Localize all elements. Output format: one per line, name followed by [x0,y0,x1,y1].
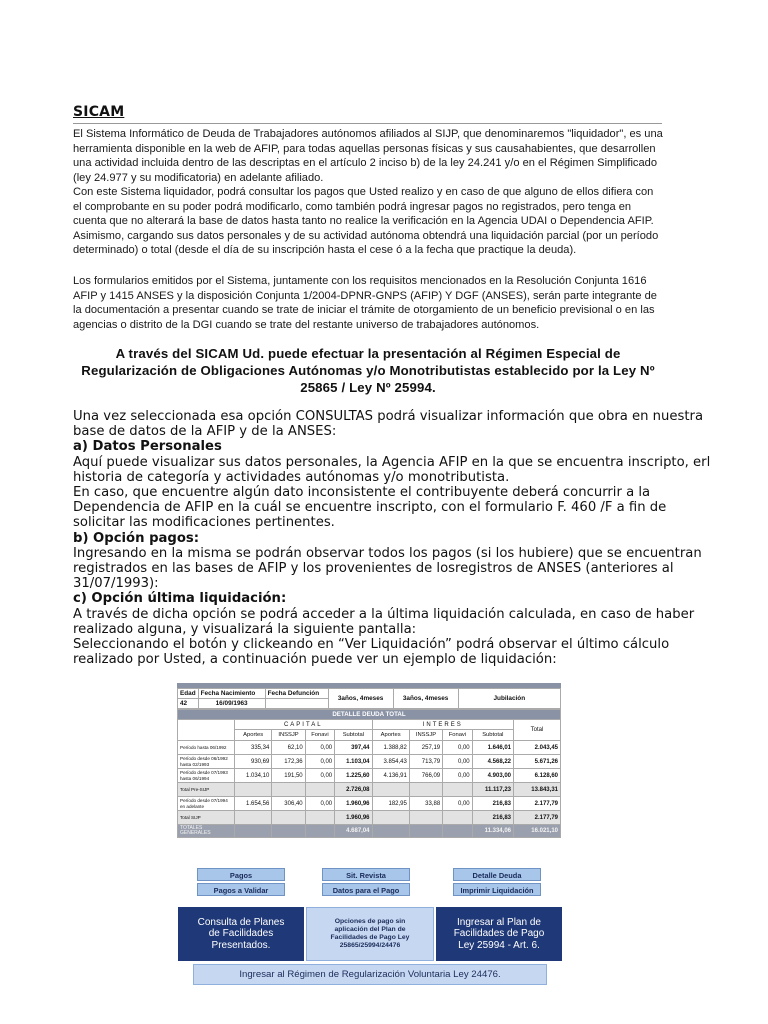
table-cell: 33,88 [409,797,442,811]
table-row [178,783,561,797]
ingresar-plan-button[interactable] [436,907,562,961]
blank-cell [178,720,235,730]
row-label: Período hasta 06/1992 [178,741,235,755]
edad-value: 42 [178,699,199,709]
column-header: Fonavi [443,730,473,741]
fecha-nacimiento-value: 16/09/1963 [198,699,265,709]
totales-total: 16.021,10 [514,825,561,838]
edad-label: Edad [178,689,199,699]
paragraph: El Sistema Informático de Deuda de Trabajadores autónomos afiliados al SIJP, que denominaremos "liquidador", es una herramienta disponible en la web de AFIP, para todas aquellas personas físicas y sus causahabientes, que desarrollen una actividad incluida dentro de las descriptas en el artículo 2 inciso b) de la ley 24.241 y/o en el Régimen Simplificado (ley 24.977 y su modificatoria) en adelante afiliado. [73,128,663,184]
debt-detail-table [177,709,561,838]
imprimir-liquidacion-button[interactable]: Imprimir Liquidación [453,883,541,896]
blank-cell [443,825,473,838]
pagos-a-validar-button[interactable]: Pagos a Validar [197,883,285,896]
table-row [178,741,561,755]
periodo-1: 3años, 4meses [328,689,393,709]
table-cell: 0,00 [305,741,335,755]
pagos-button[interactable]: Pagos [197,868,285,881]
table-cell: 1.960,96 [335,811,372,825]
totales-interes-subtotal: 11.334,06 [472,825,513,838]
blank-cell [372,825,409,838]
table-cell [272,811,305,825]
column-header: INSSJP [409,730,442,741]
paragraph: Ingresando en la misma se podrán observar todos los pagos (si los hubiere) que se encuentran registrados en las bases de AFIP y los provenientes de losregistros de ANSES (anteriores al 31/07/1993): [73,545,702,592]
consultas-section [73,409,713,667]
page-title: SICAM [73,104,125,120]
table-cell [272,783,305,797]
paragraph: A través de dicha opción se podrá acceder a la última liquidación calculada, en caso de haber realizado alguna, y visualizará la siguiente pantalla: [73,606,695,637]
opciones-pago-label: Opciones de pago sin aplicación del Plan de Facilidades de Pago Ley 25865/25994/24476 [330,918,410,949]
consulta-planes-button[interactable] [178,907,304,961]
paragraph: Los formularios emitidos por el Sistema, juntamente con los requisitos mencionados en la Resolución Conjunta 1616 AFIP y 1415 ANSES y la disposición Conjunta 1/2004-DPNR-GNPS (AFIP) Y DGF (ANSES), serán parte integrante de la documentación a presentar cuando se trate de iniciar el trámite de otorgamiento de un beneficio previsional o en las agencias o distrito de la DGI cuando se trate del restante universo de trabajadores autónomos. [73,275,657,331]
row-total: 2.177,79 [514,811,561,825]
detalle-deuda-button[interactable]: Detalle Deuda [453,868,541,881]
table-cell: 257,19 [409,741,442,755]
table-cell: 4.568,22 [472,755,513,769]
blank-cell [305,825,335,838]
table-cell: 4.903,00 [472,769,513,783]
table-cell: 182,95 [372,797,409,811]
table-cell: 4.136,91 [372,769,409,783]
regularizacion-voluntaria-button[interactable]: Ingresar al Régimen de Regularización Voluntaria Ley 24476. [193,964,547,985]
column-header: Aportes [372,730,409,741]
fecha-nacimiento-label: Fecha Nacimiento [198,689,265,699]
table-cell: 0,00 [443,741,473,755]
intro-scanned-text [73,127,665,258]
column-header: Aportes [235,730,272,741]
column-header: Fonavi [305,730,335,741]
table-cell: 0,00 [443,769,473,783]
tipo-beneficio: Jubilación [458,689,560,709]
total-header: Total [514,720,561,741]
section-heading-datos-personales: a) Datos Personales [73,439,222,455]
table-cell: 216,83 [472,797,513,811]
table-cell: 1.646,01 [472,741,513,755]
table-cell [305,783,335,797]
paragraph: Asimismo, cargando sus datos personales y de su actividad autónoma obtendrá una liquidación parcial (por un período determinado) o total (desde el día de su inscripción hasta el cese ó a la fecha que practique la deuda). [73,229,659,256]
table-cell: 335,34 [235,741,272,755]
table-row [178,797,561,811]
row-label: Período desde 07/1994 en adelante [178,797,235,811]
row-total: 13.843,31 [514,783,561,797]
table-cell [372,811,409,825]
table-cell: 1.960,96 [335,797,372,811]
table-cell: 191,50 [272,769,305,783]
paragraph: En caso, que encuentre algún dato inconsistente el contribuyente deberá concurrir a la Dependencia de AFIP en la cuál se encuentre inscripto, con el formulario F. 460 /F a fin de solicitar las modificaciones pertinentes. [73,485,667,531]
row-label: Período desde 06/1992 hasta 02/1993 [178,755,235,769]
datos-para-el-pago-button[interactable]: Datos para el Pago [322,883,410,896]
table-cell: 930,69 [235,755,272,769]
table-row [178,755,561,769]
table-cell [409,811,442,825]
sit-revista-button[interactable]: Sit. Revista [322,868,410,881]
section-heading-ultima-liquidacion: c) Opción última liquidación: [73,591,287,607]
paragraph: Con este Sistema liquidador, podrá consultar los pagos que Usted realizo y en caso de que alguno de ellos difiera con el comprobante en su poder podrá modificarlo, como también podrá ingresar pagos no registrados, pero tenga en cuenta que no alterará la base de datos hasta tanto no realice la verificación en la Agencia UDAI o Dependencia AFIP. [73,186,654,227]
row-total: 2.043,45 [514,741,561,755]
table-cell [305,811,335,825]
table-cell: 306,40 [272,797,305,811]
row-label: Total SIJP [178,811,235,825]
table-cell: 713,79 [409,755,442,769]
person-info-table [177,688,561,709]
table-cell: 172,36 [272,755,305,769]
section-heading-opcion-pagos: b) Opción pagos: [73,530,200,546]
column-header: INSSJP [272,730,305,741]
consulta-planes-label: Consulta de Planes de Facilidades Presentados. [197,916,285,951]
table-cell: 1.388,82 [372,741,409,755]
column-header: Subtotal [472,730,513,741]
interes-group-header: INTERES [372,720,514,730]
row-label: Período desde 07/1993 hasta 06/1994 [178,769,235,783]
table-cell: 397,44 [335,741,372,755]
ingresar-plan-label: Ingresar al Plan de Facilidades de Pago Ley 25994 - Art. 6. [453,916,545,951]
regime-statement: A través del SICAM Ud. puede efectuar la presentación al Régimen Especial de Regularización de Obligaciones Autónomas y/o Monotributistas establecido por la Ley Nº 25865 / Ley Nº 25994. [81,346,655,395]
table-cell: 3.854,43 [372,755,409,769]
table-cell: 1.654,56 [235,797,272,811]
blank-cell [409,825,442,838]
opciones-pago-button[interactable] [306,907,434,961]
periodo-2: 3años, 4meses [393,689,458,709]
blank-cell [272,825,305,838]
row-total: 5.671,26 [514,755,561,769]
table-cell [235,811,272,825]
table-cell: 1.034,10 [235,769,272,783]
table-cell [372,783,409,797]
table-row [178,811,561,825]
table-cell: 0,00 [443,797,473,811]
row-total: 6.128,60 [514,769,561,783]
table-cell: 0,00 [305,755,335,769]
totales-generales-label: TOTALES GENERALES [178,825,235,838]
detail-title: DETALLE DEUDA TOTAL [178,710,561,720]
table-cell: 0,00 [305,769,335,783]
capital-group-header: CAPITAL [235,720,373,730]
table-cell: 2.726,08 [335,783,372,797]
table-cell: 0,00 [443,755,473,769]
fecha-defuncion-value [265,699,328,709]
forms-scanned-text [73,274,665,332]
row-label: Total Pre-SIJP [178,783,235,797]
table-cell [443,783,473,797]
table-cell: 766,09 [409,769,442,783]
table-cell [235,783,272,797]
totales-capital-subtotal: 4.687,04 [335,825,372,838]
paragraph: Aquí puede visualizar sus datos personales, la Agencia AFIP en la que se encuentra inscripto, erl historia de categoría y actividades autónomas y/o monotributista. [73,454,711,485]
liquidation-screenshot [177,683,561,855]
row-total: 2.177,79 [514,797,561,811]
blank-cell [178,730,235,741]
blank-cell [235,825,272,838]
table-cell: 11.117,23 [472,783,513,797]
title-divider [73,123,662,124]
fecha-defuncion-label: Fecha Defunción [265,689,328,699]
table-cell [409,783,442,797]
paragraph: Seleccionando el botón y clickeando en “Ver Liquidación” podrá observar el último cálculo realizado por Usted, a continuación puede ver un ejemplo de liquidación: [73,637,670,668]
column-header: Subtotal [335,730,372,741]
table-row [178,769,561,783]
table-cell: 62,10 [272,741,305,755]
table-cell: 216,83 [472,811,513,825]
table-cell: 0,00 [305,797,335,811]
table-cell: 1.103,04 [335,755,372,769]
table-cell [443,811,473,825]
paragraph: Una vez seleccionada esa opción CONSULTAS podrá visualizar información que obra en nuestra base de datos de la AFIP y de la ANSES: [73,409,704,440]
table-cell: 1.225,60 [335,769,372,783]
